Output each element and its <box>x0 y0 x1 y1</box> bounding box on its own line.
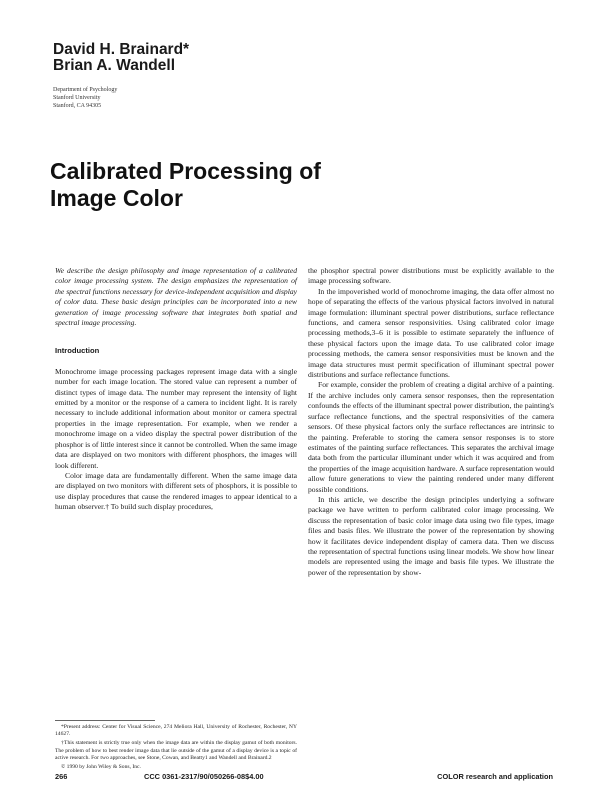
affiliation-line: Stanford University <box>53 95 101 101</box>
body-paragraph: the phosphor spectral power distributions must be explicitly available to the image processing software. <box>308 266 554 286</box>
abstract: We describe the design philosophy and image representation of a calibrated color image processing system. The design emphasizes the representation of the spectral functions necessary for device-independent acquisition and display of color data. These basic design principles can be incorporated into a new generation of image processing software that integrates both spatial and spectral image processing. <box>55 266 297 328</box>
body-paragraph: Color image data are fundamentally different. When the same image data are displayed on two monitors with different sets of phosphors, it is possible to use display procedures that cause the rendered images to appear identical to a human observer.† To build such display procedures, <box>55 470 297 512</box>
body-paragraph: Monochrome image processing packages represent image data with a single number for each image location. The stored value can represent a number of distinct types of image data. The number may represent the intensity of light emitted by a monitor or the response of a camera to incident light. It is rarely necessary to include additional information about monitor or camera spectral properties in the image representation. For example, when we render a monochrome image on a video display the spectral power distribution of the phosphor is of little interest since it cannot be controlled. When the same image data are displayed on two monitors with different phosphors, the images will look different. <box>55 366 297 470</box>
body-paragraph: In the impoverished world of monochrome imaging, the data offer almost no hope of separating the effects of the various physical factors involved in natural image formulation: illuminant spectral power distributions, surface reflectance functions, and camera sensor responsivities. Using calibrated color image processing methods,3–6 it is possible to estimate separately the influence of these physical factors upon the image data. To use calibrated color image processing methods, the camera sensor responsivities must be known and the image data structures must permit specification of illuminant spectral power distributions and surface reflectance functions. <box>308 286 554 380</box>
copyright-notice: © 1990 by John Wiley & Sons, Inc. <box>61 764 141 771</box>
author-list <box>53 42 189 74</box>
footnotes <box>55 724 297 773</box>
affiliation-line: Department of Psychology <box>53 87 118 93</box>
journal-name: COLOR research and application <box>437 772 553 781</box>
footnote-divider <box>55 720 155 721</box>
affiliation-line: Stanford, CA 94305 <box>53 103 102 109</box>
footnote: *Present address: Center for Visual Science, 274 Meliora Hall, University of Rochester, Rochester, NY 14627. <box>55 724 297 738</box>
footnote: †This statement is strictly true only when the image data are within the display gamut of both monitors. The problem of how to best render image data that lie outside of the gamut of a display device is a topic of active research. For two approaches, see Stone, Cowan, and Beatty1 and Wandell and Brainard.2 <box>55 740 297 761</box>
paper-title <box>50 158 321 212</box>
article-code: CCC 0361-2317/90/050266-08$4.00 <box>144 772 264 781</box>
right-column <box>308 266 554 578</box>
page-footer <box>55 772 553 782</box>
section-heading: Introduction <box>55 346 100 356</box>
page-number: 266 <box>55 772 68 781</box>
affiliation <box>53 86 117 110</box>
body-paragraph: For example, consider the problem of creating a digital archive of a painting. If the archive includes only camera sensor responses, then the representation confounds the effects of the illuminant spectral power distribution, the painting's surface reflectance functions, and the spectral responsivities of the camera sensors. Of these physical factors only the surface reflectances are intrinsic to the painting. Preferable to storing the camera sensor responses is to store estimates of the painting surface reflectances. This separates the archival image data both from the particular illuminant under which it was acquired and from the properties of the image acquisition hardware. A surface representation would allow future generations to view the painting rendered under many different possible conditions. <box>308 380 554 494</box>
author-name: David H. Brainard* <box>53 41 190 58</box>
left-column <box>55 266 297 513</box>
author-name: Brian A. Wandell <box>53 57 176 74</box>
title-line: Image Color <box>50 185 183 211</box>
body-paragraph: In this article, we describe the design principles underlying a software package we have written to perform calibrated color image processing. We discuss the representation of basic color image data using two file types, image files and basis files. We illustrate the power of the representation by showing how it facilitates device independent display of camera data. Then we discuss the representation of spectral functions using linear models. We show how linear models are represented using the image and basis file types. We illustrate the power of the representation by show- <box>308 494 554 577</box>
title-line: Calibrated Processing of <box>50 158 321 184</box>
